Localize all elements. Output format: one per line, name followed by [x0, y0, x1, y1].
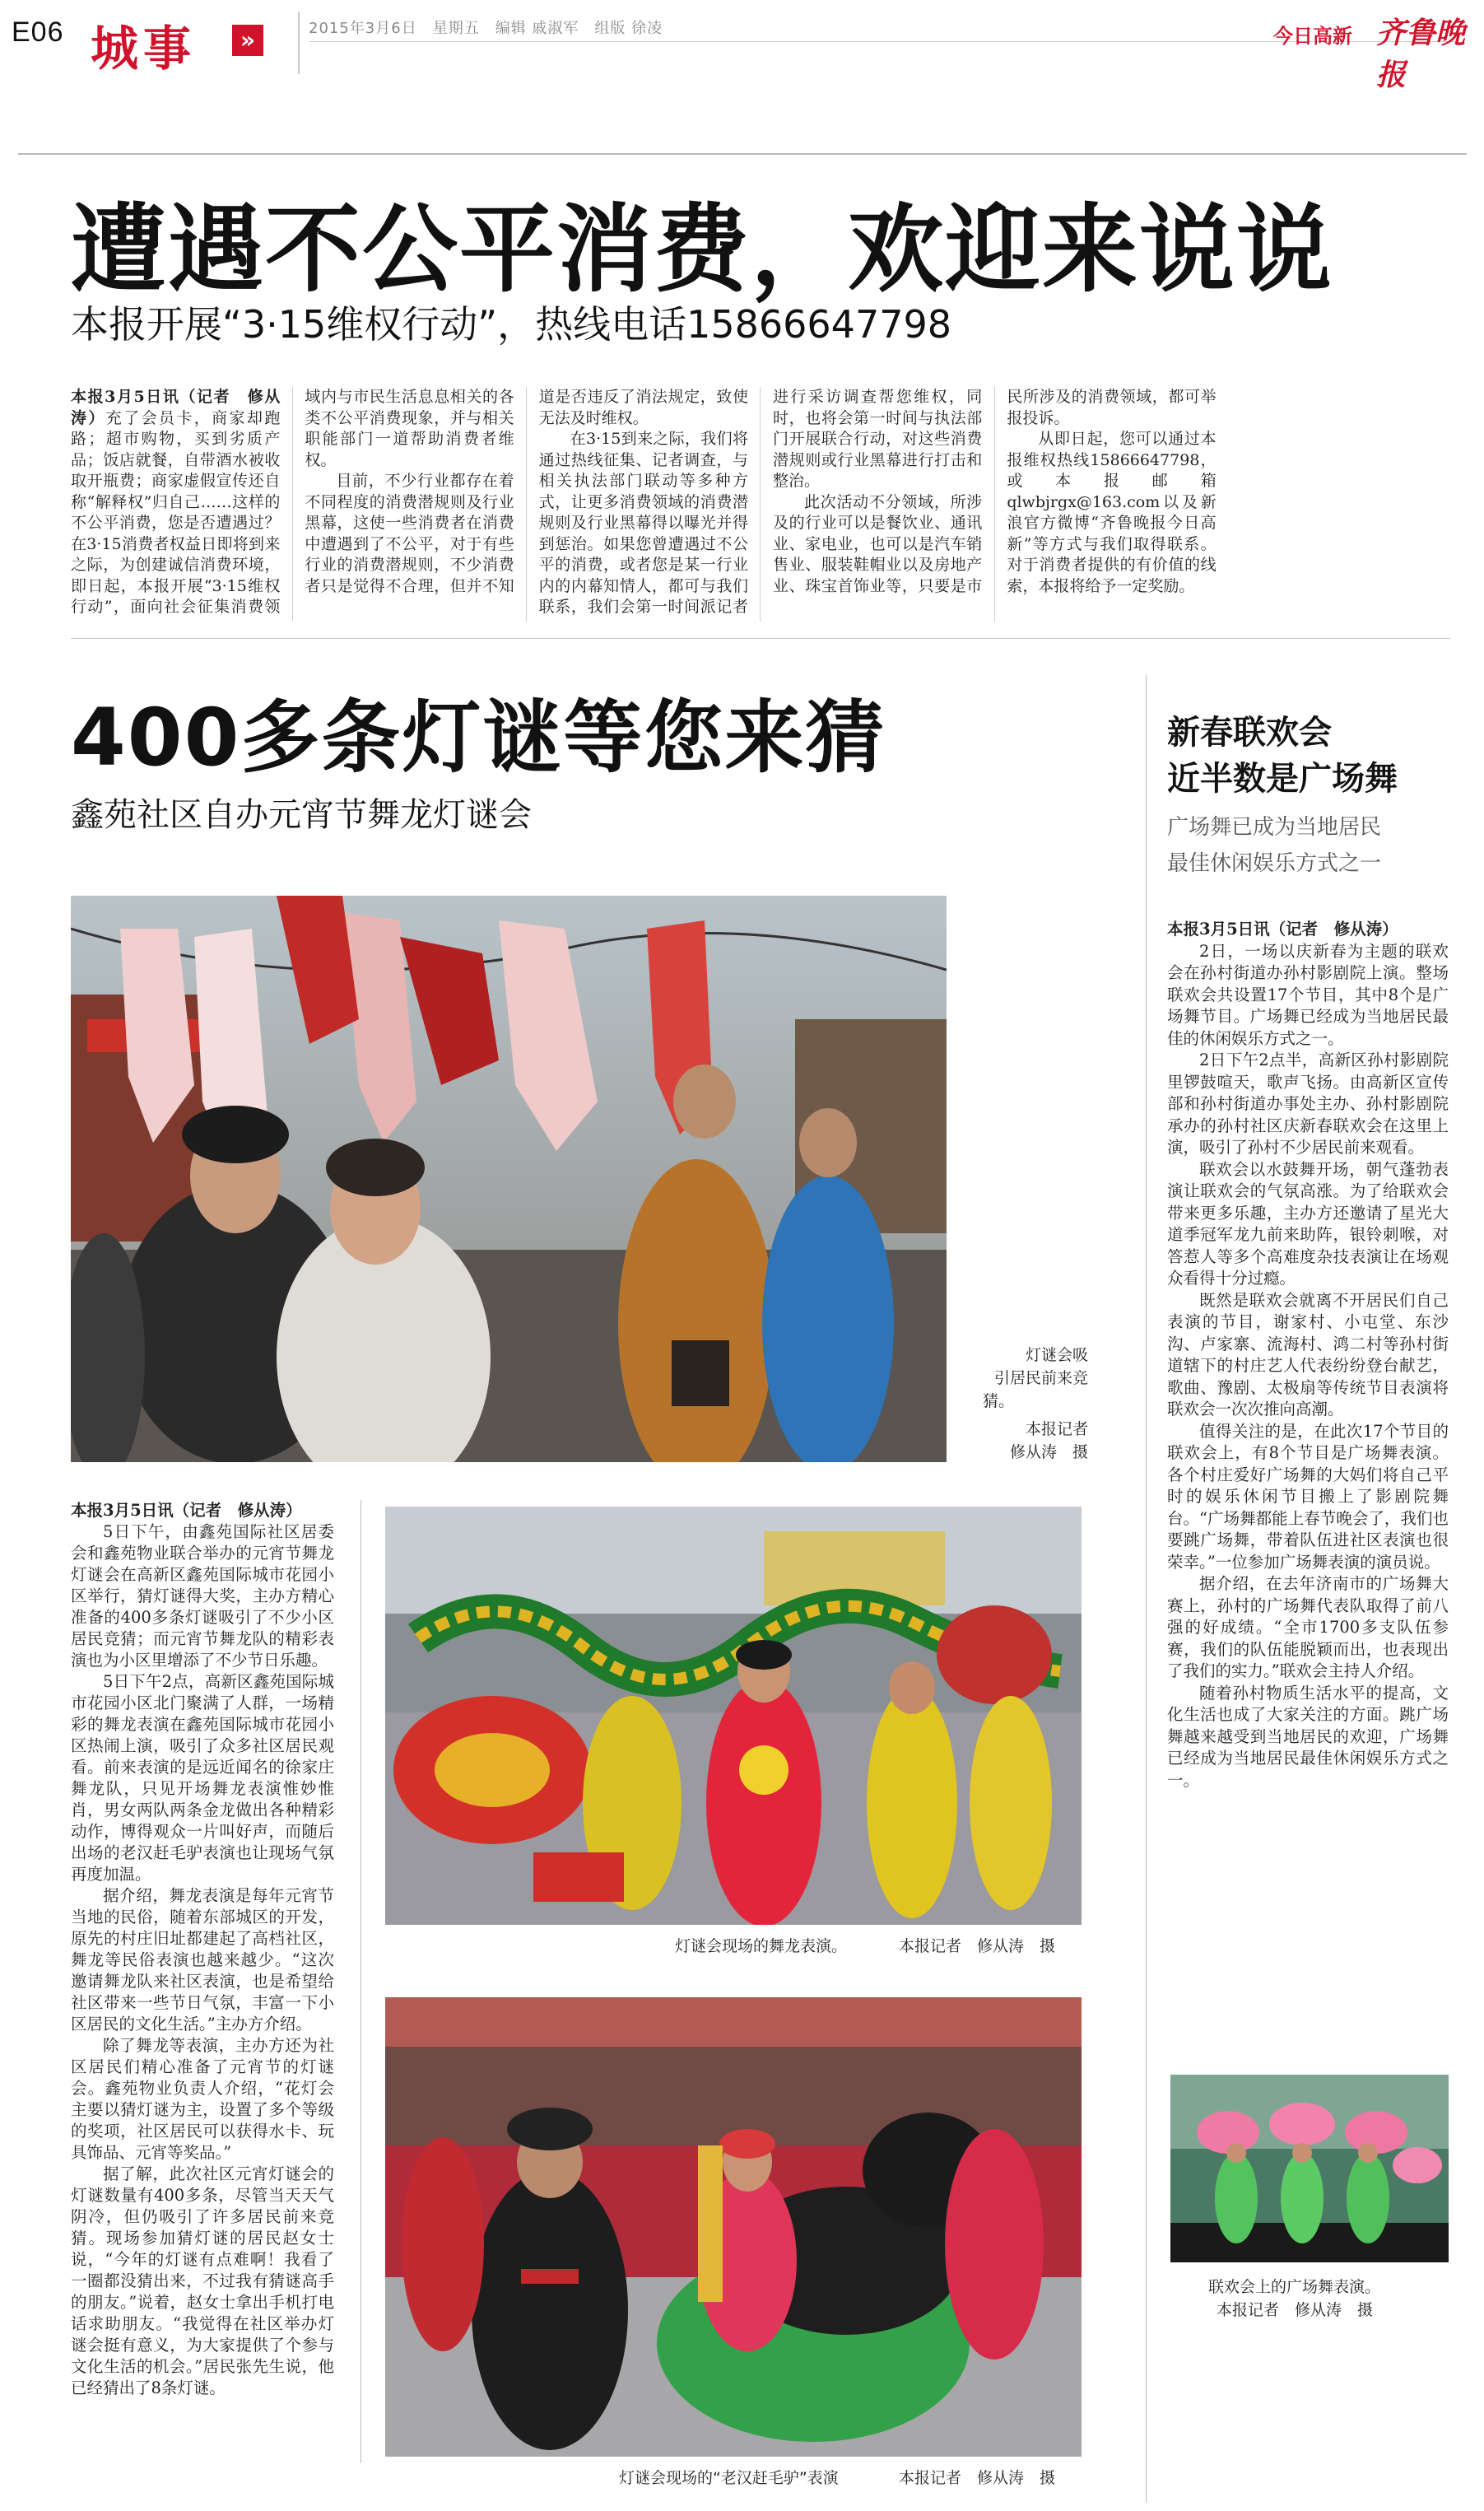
paragraph: 既然是联欢会就离不开居民们自己表演的节目，谢家村、小屯堂、东沙沟、卢家寨、流海村、鸿二村等孙村街道辖下的村庄艺人代表纷纷登台献艺，歌曲、豫剧、太极扇等传统节目表演将联欢会一次次推向高潮。	[1167, 1290, 1449, 1419]
paragraph: 值得关注的是，在此次17个节目的联欢会上，有8个节目是广场舞表演。各个村庄爱好广场舞的大妈们将自己平时的娱乐休闲节目搬上了影剧院舞台。“广场舞都能上春节晚会了，我们也要跳广场舞，带着队伍进社区表演也很荣幸。”一位参加广场舞表演的演员说。	[1167, 1421, 1449, 1572]
paragraph: 2日，一场以庆新春为主题的联欢会在孙村街道办孙村影剧院上演。整场联欢会共设置17个节目，其中8个是广场舞节目。广场舞已经成为当地居民最佳的休闲娱乐方式之一。	[1167, 941, 1449, 1048]
paragraph: 联欢会以水鼓舞开场，朝气蓬勃表演让联欢会的气氛高涨。为了给联欢会带来更多乐趣，主办方还邀请了星光大道季冠军龙九前来助阵，银铃刺喉，对答惹人等多个高难度杂技表演让在场观众看得十分过瘾。	[1167, 1159, 1449, 1288]
dateline: 本报3月5日讯（记者 修从涛）	[71, 1501, 302, 1520]
headline-gala-line2: 近半数是广场舞	[1167, 760, 1398, 798]
subheadline-gala-line1: 广场舞已成为当地居民	[1167, 815, 1382, 840]
photo-caption: 联欢会上的广场舞表演。	[1208, 2278, 1381, 2296]
subheadline-lantern: 鑫苑社区自办元宵节舞龙灯谜会	[71, 796, 532, 834]
paragraph: 除了舞龙等表演，主办方还为社区居民们精心准备了元宵节的灯谜会。鑫苑物业负责人介绍，“花灯会主要以猜灯谜为主，设置了多个等级的奖项，社区居民可以获得水卡、玩具饰品、元宵等奖品。”	[71, 2036, 334, 2162]
article-consumer-body	[71, 387, 1450, 622]
paragraph: 随着孙村物质生活水平的提高，文化生活也成了大家关注的方面。跳广场舞越来越受到当地居民的欢迎，广场舞已经成为当地居民最佳休闲娱乐方式之一。	[1167, 1683, 1449, 1790]
column-divider	[1146, 675, 1147, 2503]
photo-donkey-show	[385, 1997, 1082, 2457]
paragraph: 从即日起，您可以通过本报维权热线15866647798，或本报邮箱qlwbjrgx@163.com以及新浪官方微博“齐鲁晚报今日高新”等方式与我们取得联系。对于消费者提供的有价值的线索，本报将给予一定奖励。	[1007, 430, 1217, 595]
photo-lantern-riddles-image	[71, 896, 947, 1462]
chevron-right-icon: »	[232, 25, 263, 56]
photo-dragon-dance	[385, 1507, 1082, 1925]
newspaper-logo: 齐鲁晚报	[1376, 16, 1466, 92]
dateline: 本报3月5日讯（记者 修从涛）	[1167, 920, 1398, 939]
dateline: 本报3月5日讯（记者 修从涛）	[71, 388, 281, 427]
photo-credit: 本报记者 修从涛 摄	[899, 2469, 1056, 2487]
paragraph: 充了会员卡，商家却跑路；超市购物，买到劣质产品；饭店就餐，自带酒水被收取开瓶费；商家虚假宣传还自称“解释权”归自己……这样的不公平消费，您是否遭遇过？在3·15消费者权益日即将到来之际，为创建诚信消费环境，即日起，本报开展“3·15维权行动”，面向社会征集消费领域内与市民生活息息相关的各类不公平消费现象，并与相关职能部门一道帮助消费者维权。	[71, 388, 514, 616]
photo-caption: 灯谜会现场的“老汉赶毛驴”表演	[619, 2469, 839, 2487]
paragraph: 据了解，此次社区元宵灯谜会的灯谜数量有400多条，尽管当天天气阴冷，但仍吸引了许多居民前来竞猜。现场参加猜灯谜的居民赵女士说，“今年的灯谜有点难啊！我看了一圈都没猜出来，不过我有猜谜高手的朋友。”说着，赵女士拿出手机打电话求助朋友。“我觉得在社区举办灯谜会挺有意义，为大家提供了个参与文化生活的机会。”居民张先生说，他已经猜出了8条灯谜。	[71, 2164, 334, 2397]
column-name: 今日高新	[1273, 25, 1352, 48]
paragraph: 在3·15到来之际，我们将通过热线征集、记者调查，与相关执法部门联动等多种方式，让更多消费领域的消费潜规则及行业黑幕得以曝光并得到惩治。如果您曾遭遇过不公平的消费，或者您是某一行业内的内幕知情人，都可与我们联系，我们会第一时间派记者进行采访调查帮您维权，同时，也将会第一时间与执法部门开展联合行动，对这些消费潜规则或行业黑幕进行打击和整治。	[538, 388, 983, 616]
paragraph: 此次活动不分领域，所涉及的行业可以是餐饮业、通讯业、家电业，也可以是汽车销售业、服装鞋帽业以及房地产业、珠宝首饰业等，只要是市民所涉及的消费领域，都可举报投诉。	[772, 388, 1217, 595]
headline-gala-line1: 新春联欢会	[1167, 714, 1332, 752]
page-number: E06	[12, 16, 64, 48]
photo-credit: 本报记者 修从涛 摄	[899, 1937, 1056, 1955]
photo-caption: 灯谜会吸 引居民前来竞 猜。 本报记者 修从涛 摄	[983, 1346, 1088, 1461]
paragraph: 据介绍，舞龙表演是每年元宵节当地的民俗，随着东部城区的开发，原先的村庄旧址都建起了高档社区，舞龙等民俗表演也越来越少。“这次邀请舞龙队来社区表演，也是希望给社区带来一些节日气氛，丰富一下小区居民的文化生活。”主办方介绍。	[71, 1886, 334, 2033]
photo-square-dance-image	[1170, 2075, 1449, 2262]
paragraph: 目前，不少行业都存在着不同程度的消费潜规则及行业黑幕，这使一些消费者在消费中遭遇到了不公平，对于有些行业的消费潜规则，不少消费者只是觉得不合理，但并不知道是否违反了消法规定，致使无法及时维权。	[305, 388, 748, 595]
headline-lantern: 400多条灯谜等您来猜	[71, 692, 886, 784]
issue-meta: 2015年3月6日 星期五 编辑 戚淑军 组版 徐凌	[309, 20, 663, 37]
headline-consumer: 遭遇不公平消费，欢迎来说说	[71, 194, 1333, 305]
paragraph: 据介绍，在去年济南市的广场舞大赛上，孙村的广场舞代表队取得了前八强的好成绩。“全市1700多支队伍参赛，我们的队伍能脱颖而出，也表现出了我们的实力。”联欢会主持人介绍。	[1167, 1574, 1449, 1680]
paragraph: 5日下午2点，高新区鑫苑国际城市花园小区北门聚满了人群，一场精彩的舞龙表演在鑫苑国际城市花园小区热闹上演，吸引了众多社区居民观看。前来表演的是远近闻名的徐家庄舞龙队，只见开场舞龙表演惟妙惟肖，男女两队两条金龙做出各种精彩动作，博得观众一片叫好声，而随后出场的老汉赶毛驴表演也让现场气氛再度加温。	[71, 1672, 334, 1884]
photo-caption: 灯谜会现场的舞龙表演。	[675, 1937, 848, 1955]
paragraph: 2日下午2点半，高新区孙村影剧院里锣鼓喧天，歌声飞扬。由高新区宣传部和孙村街道办事处主办、孙村影剧院承办的孙村社区庆新春联欢会在这里上演，吸引了孙村不少居民前来观看。	[1167, 1051, 1449, 1157]
subheadline-consumer: 本报开展“3·15维权行动”，热线电话15866647798	[71, 302, 952, 347]
header-divider	[298, 12, 300, 74]
article-lantern-body	[71, 1500, 334, 2465]
section-rule	[71, 638, 1450, 639]
subheadline-gala-line2: 最佳休闲娱乐方式之一	[1167, 851, 1382, 876]
photo-credit: 本报记者 修从涛 摄	[1217, 2301, 1374, 2319]
section-title: 城事	[91, 21, 197, 77]
paragraph: 5日下午，由鑫苑国际社区居委会和鑫苑物业联合举办的元宵节舞龙灯谜会在高新区鑫苑国际城市花园小区举行，猜灯谜得大奖，主办方精心准备的400多条灯谜吸引了不少小区居民竞猜；而元宵节舞龙队的精彩表演也为小区里增添了不少节日乐趣。	[71, 1522, 334, 1670]
photo-square-dance	[1170, 2075, 1449, 2262]
header-rule	[18, 153, 1467, 155]
article-gala-body	[1167, 919, 1449, 2055]
photo-lantern-riddles	[71, 896, 947, 1462]
photo-donkey-show-image	[385, 1997, 1082, 2457]
photo-dragon-dance-image	[385, 1507, 1082, 1925]
